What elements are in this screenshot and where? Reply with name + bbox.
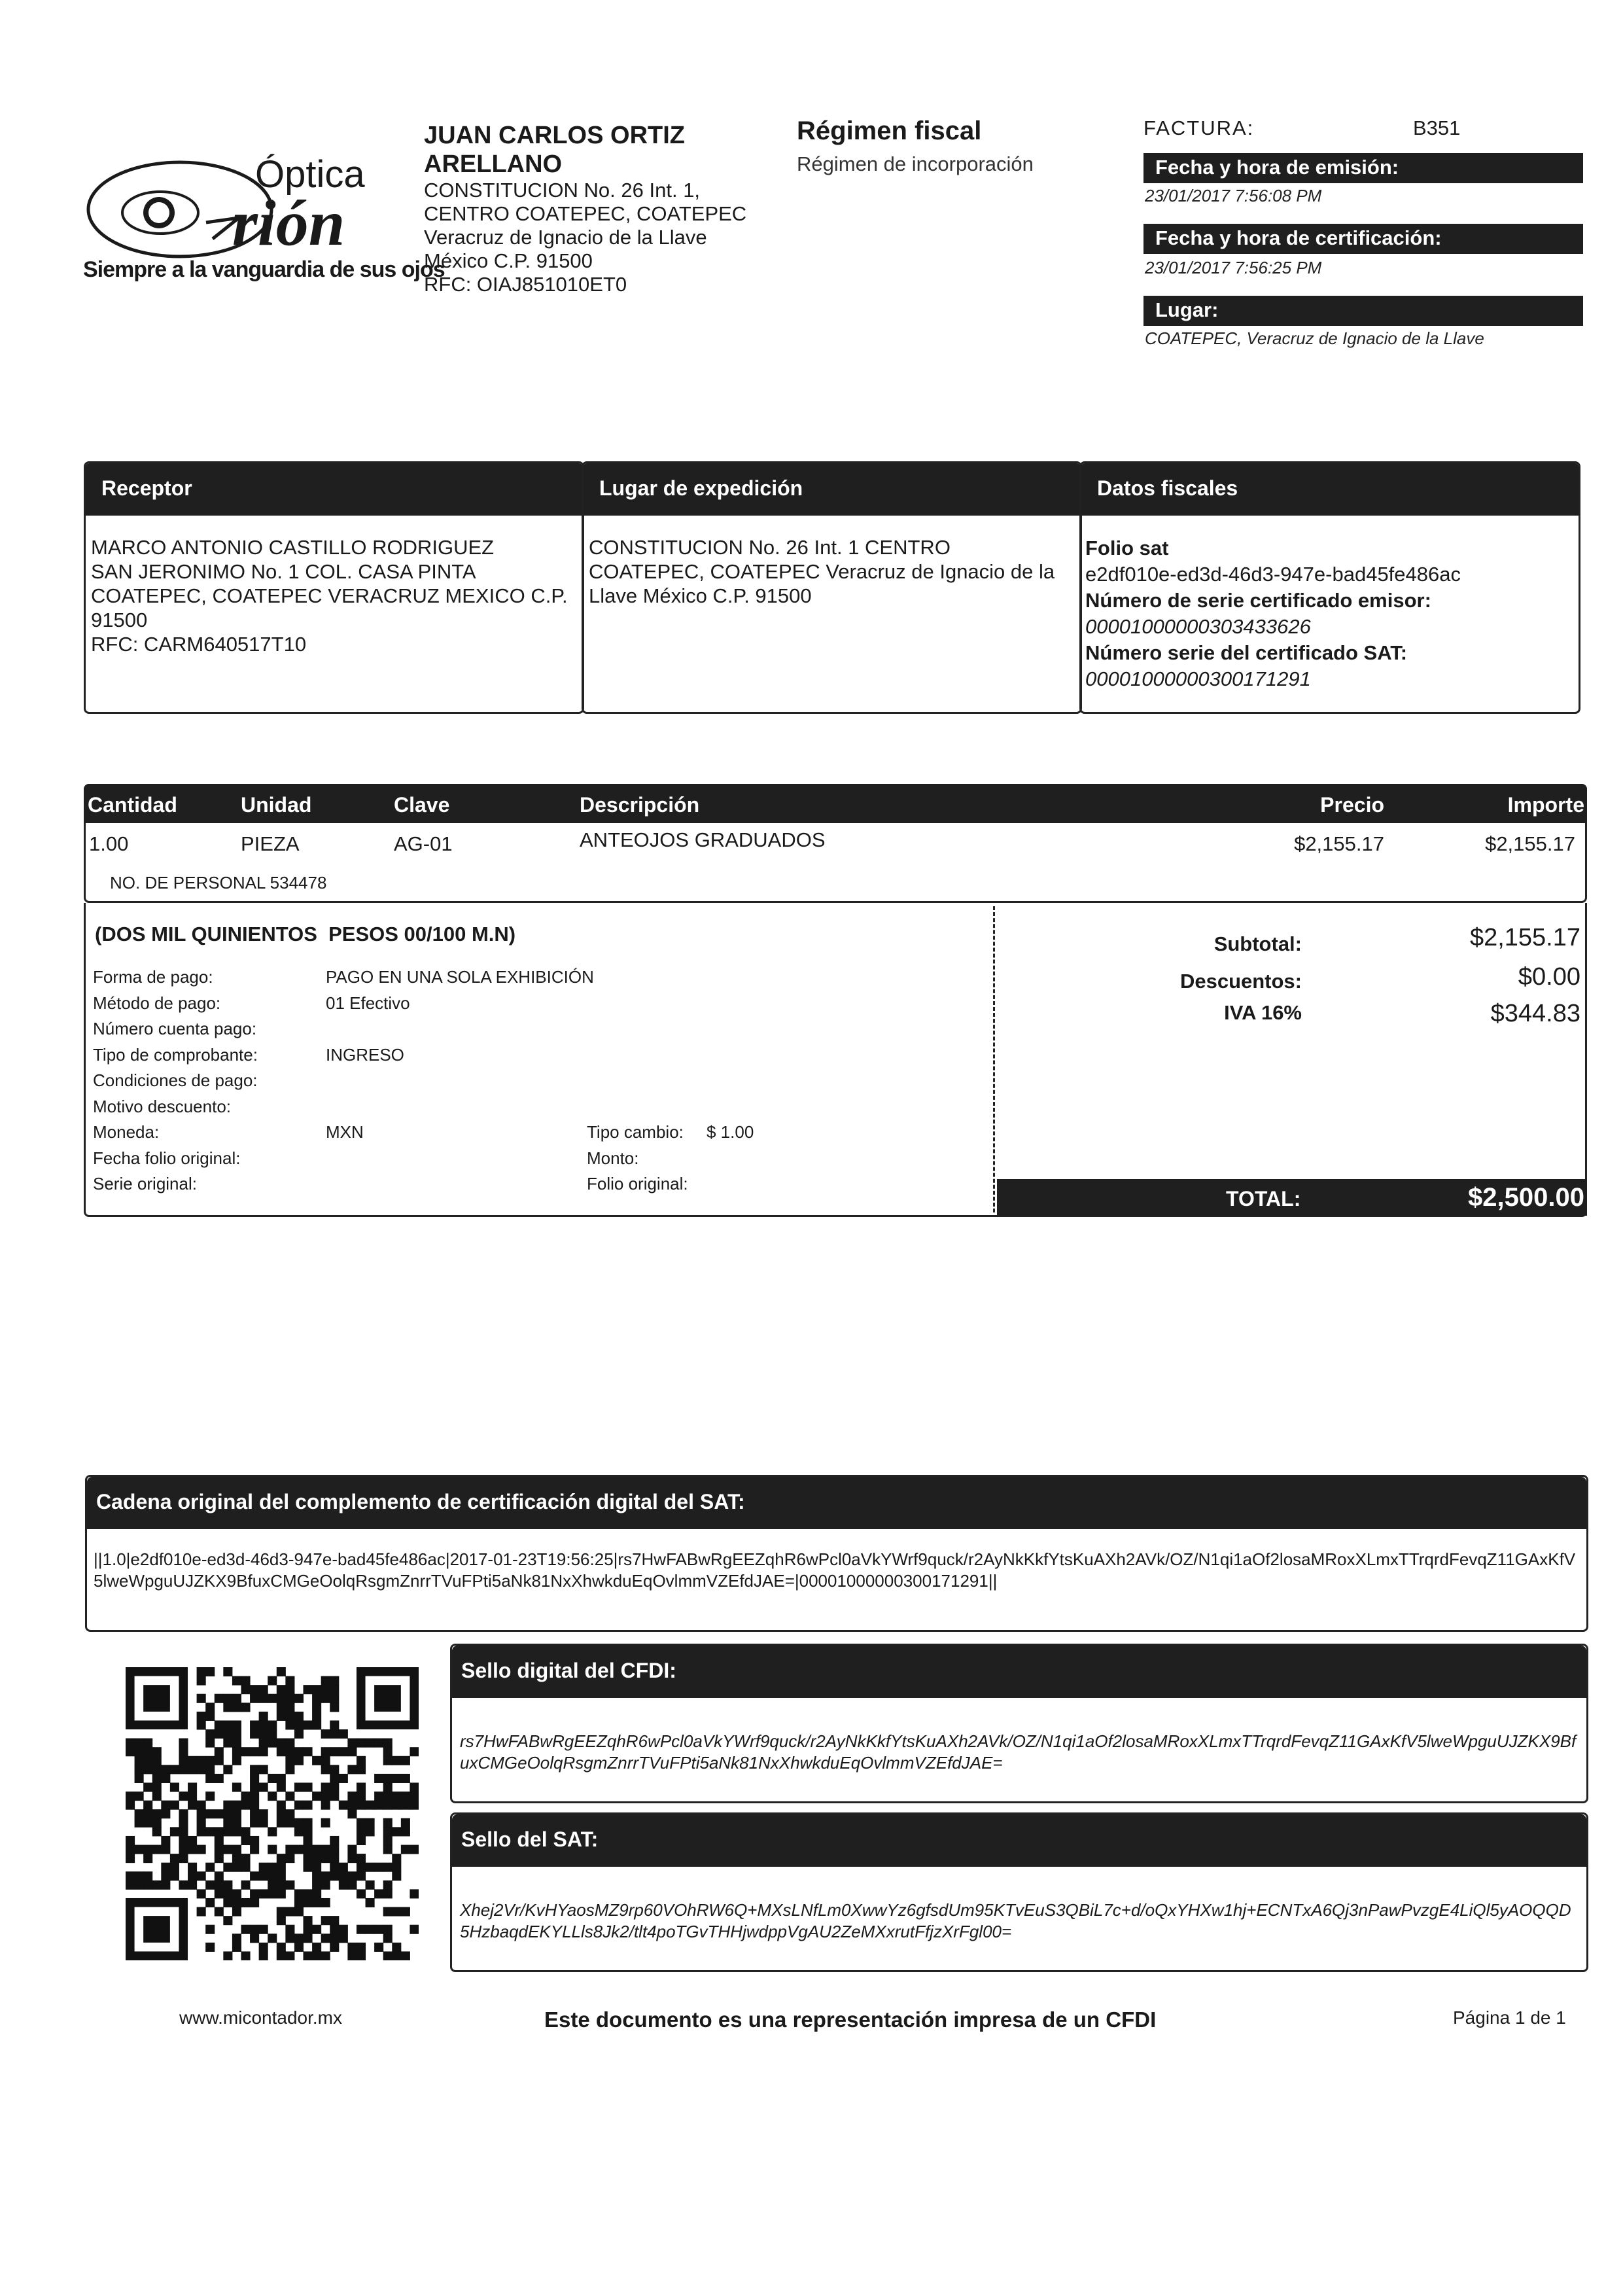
amount-words: (DOS MIL QUINIENTOS PESOS 00/100 M.N) <box>95 923 516 945</box>
row-clave: AG-01 <box>394 832 453 855</box>
issuer-address: Veracruz de Ignacio de la Llave <box>424 226 707 249</box>
subtotal-value: $2,155.17 <box>1469 924 1580 951</box>
footer-page: Página 1 de 1 <box>1453 2007 1566 2028</box>
tipo-cambio-label: Tipo cambio: <box>587 1122 684 1142</box>
sello-sat-text: Xhej2Vr/KvHYaosMZ9rp60VOhRW6Q+MXsLNfLm0XwwYz6gfsdUm95KTvEuS3QBiL7c+d/oQxYHXw1hj+ECNTxA6Qj3nPawPvzgE4LiQl5yAOQQD5HzbaqdEKYLLls8Jk2/tlt4poTGvTHHjwdppVgAU2ZeMXxrutFfjzXrFgl00= <box>460 1900 1571 1941</box>
row-cantidad: 1.00 <box>89 832 129 855</box>
receptor-rfc: RFC: CARM640517T10 <box>91 633 307 656</box>
descuentos-value: $0.00 <box>1518 963 1580 991</box>
payment-values <box>326 964 594 1197</box>
lugar-value: COATEPEC, Veracruz de Ignacio de la Llave <box>1145 328 1484 348</box>
logo-brand-top: Óptica <box>255 153 365 196</box>
company-logo <box>82 147 445 308</box>
issuer-address: México C.P. 91500 <box>424 249 593 272</box>
table-row <box>84 823 1587 856</box>
receptor-line: MARCO ANTONIO CASTILLO RODRIGUEZ <box>91 536 495 559</box>
receptor-line: SAN JERONIMO No. 1 COL. CASA PINTA <box>91 560 476 583</box>
fecha-folio-label: Fecha folio original: <box>93 1148 241 1168</box>
receptor-box <box>84 461 584 714</box>
logo-brand-main: rión <box>232 186 345 259</box>
serie-original-value <box>326 1171 594 1197</box>
regimen-block <box>797 116 1034 176</box>
col-precio: Precio <box>1320 793 1384 817</box>
expedicion-line: CONSTITUCION No. 26 Int. 1 CENTRO <box>589 536 951 559</box>
expedicion-line: COATEPEC, COATEPEC Veracruz de Ignacio de la <box>589 560 1055 583</box>
folio-original-label: Folio original: <box>587 1174 688 1193</box>
expedicion-box <box>582 461 1082 714</box>
tipo-comprobante-label: Tipo de comprobante: <box>93 1044 258 1065</box>
logo-tagline: Siempre a la vanguardia de sus ojos <box>83 257 445 282</box>
descuentos-label: Descuentos: <box>1179 970 1302 993</box>
monto-label: Monto: <box>587 1148 639 1168</box>
certificacion-value: 23/01/2017 7:56:25 PM <box>1145 258 1322 277</box>
items-header <box>84 784 1587 823</box>
folio-label: Folio sat <box>1085 537 1169 559</box>
col-descripcion: Descripción <box>580 793 700 817</box>
totals-divider <box>993 906 995 1212</box>
row-unidad: PIEZA <box>241 832 300 855</box>
sello-sat-box <box>450 1812 1588 1972</box>
forma-pago-label: Forma de pago: <box>93 967 213 987</box>
moneda-label: Moneda: <box>93 1122 160 1142</box>
sello-sat-head: Sello del SAT: <box>452 1814 1586 1867</box>
expedicion-head: Lugar de expedición <box>584 463 1080 516</box>
metodo-pago-value: 01 Efectivo <box>326 993 410 1013</box>
forma-pago-value: PAGO EN UNA SOLA EXHIBICIÓN <box>326 967 594 987</box>
certificacion-label: Fecha y hora de certificación: <box>1143 224 1583 254</box>
factura-label: FACTURA: <box>1143 116 1255 139</box>
subtotal-label: Subtotal: <box>1213 932 1302 955</box>
receptor-line: 91500 <box>91 609 148 631</box>
serie-original-label: Serie original: <box>93 1174 197 1193</box>
issuer-rfc: RFC: OIAJ851010ET0 <box>424 273 627 296</box>
item-note: NO. DE PERSONAL 534478 <box>110 873 327 892</box>
issuer-address: CONSTITUCION No. 26 Int. 1, <box>424 179 701 202</box>
row-descripcion: ANTEOJOS GRADUADOS <box>580 828 826 851</box>
motivo-descuento-value <box>326 1094 594 1120</box>
fiscales-box <box>1079 461 1580 714</box>
fecha-folio-value <box>326 1146 594 1172</box>
issuer-name: JUAN CARLOS ORTIZ <box>424 122 685 149</box>
cuenta-pago-label: Número cuenta pago: <box>93 1019 257 1038</box>
issuer-name-2: ARELLANO <box>424 150 563 178</box>
condiciones-value <box>326 1068 594 1094</box>
payment-labels <box>93 964 258 1197</box>
total-bar <box>997 1179 1587 1216</box>
emision-value: 23/01/2017 7:56:08 PM <box>1145 186 1322 205</box>
motivo-descuento-label: Motivo descuento: <box>93 1096 232 1116</box>
emisor-cert-value: 00001000000303433626 <box>1085 615 1311 638</box>
issuer-block <box>424 121 746 296</box>
row-importe: $2,155.17 <box>1485 832 1575 855</box>
iva-label: IVA 16% <box>1224 1001 1302 1024</box>
tipo-cambio-value: $ 1.00 <box>707 1122 754 1142</box>
factura-number: B351 <box>1413 116 1461 139</box>
folio-value: e2df010e-ed3d-46d3-947e-bad45fe486ac <box>1085 563 1461 586</box>
cadena-head: Cadena original del complemento de certificación digital del SAT: <box>87 1477 1586 1529</box>
sello-cfdi-text: rs7HwFABwRgEEZqhR6wPcl0aVkYWrf9quck/r2AyNkKkfYtsKuAXh2AVk/OZ/N1qi1aOf2losaMRoxXLmxTTrqrdFevqZ11GAxKfV5lweWpguUJZKX9BfuxCMGeOolqRsgmZnrrTVuFPti5aNk81NxXhwkduEqOvlmmVZEfdJAE= <box>460 1731 1577 1773</box>
receptor-line: COATEPEC, COATEPEC VERACRUZ MEXICO C.P. <box>91 584 568 607</box>
receptor-head: Receptor <box>86 463 582 516</box>
sello-cfdi-head: Sello digital del CFDI: <box>452 1646 1586 1698</box>
col-unidad: Unidad <box>241 793 312 817</box>
footer-note: Este documento es una representación impresa de un CFDI <box>544 2007 1157 2032</box>
sat-cert-value: 00001000000300171291 <box>1085 667 1311 690</box>
total-label: TOTAL: <box>1226 1187 1301 1210</box>
moneda-value: MXN <box>326 1122 364 1142</box>
col-importe: Importe <box>1507 793 1584 817</box>
regimen-title: Régimen fiscal <box>797 116 982 145</box>
regimen-value: Régimen de incorporación <box>797 152 1034 175</box>
col-clave: Clave <box>394 793 450 817</box>
footer-site: www.micontador.mx <box>179 2007 342 2028</box>
tipo-comprobante-value: INGRESO <box>326 1044 404 1065</box>
sello-cfdi-box <box>450 1644 1588 1803</box>
total-value: $2,500.00 <box>1468 1183 1584 1212</box>
lugar-label: Lugar: <box>1143 296 1583 326</box>
metodo-pago-label: Método de pago: <box>93 993 221 1013</box>
qr-code-icon <box>126 1667 419 1960</box>
row-precio: $2,155.17 <box>1294 832 1384 855</box>
cadena-text: ||1.0|e2df010e-ed3d-46d3-947e-bad45fe486ac|2017-01-23T19:56:25|rs7HwFABwRgEEZqhR6wPcl0aVkYWrf9quck/r2AyNkKkfYtsKuAXh2AVk/OZ/N1qi1aOf2losaMRoxXLmxTTrqrdFevqZ11GAxKfV5lweWpguUJZKX9BfuxCMGeOolqRsgmZnrrTVuFPti5aNk81NxXhwkduEqOvlmmVZEfdJAE=|00001000000300171291|| <box>94 1549 1576 1591</box>
expedicion-line: Llave México C.P. 91500 <box>589 584 812 607</box>
cadena-box <box>85 1475 1588 1632</box>
iva-value: $344.83 <box>1490 1000 1580 1027</box>
sat-cert-label: Número serie del certificado SAT: <box>1085 641 1408 664</box>
issuer-address: CENTRO COATEPEC, COATEPEC <box>424 202 747 225</box>
col-cantidad: Cantidad <box>88 793 177 817</box>
emision-label: Fecha y hora de emisión: <box>1143 153 1583 183</box>
condiciones-label: Condiciones de pago: <box>93 1070 258 1090</box>
cuenta-pago-value <box>326 1016 594 1042</box>
emisor-cert-label: Número de serie certificado emisor: <box>1085 589 1431 612</box>
fiscales-head: Datos fiscales <box>1081 463 1579 516</box>
